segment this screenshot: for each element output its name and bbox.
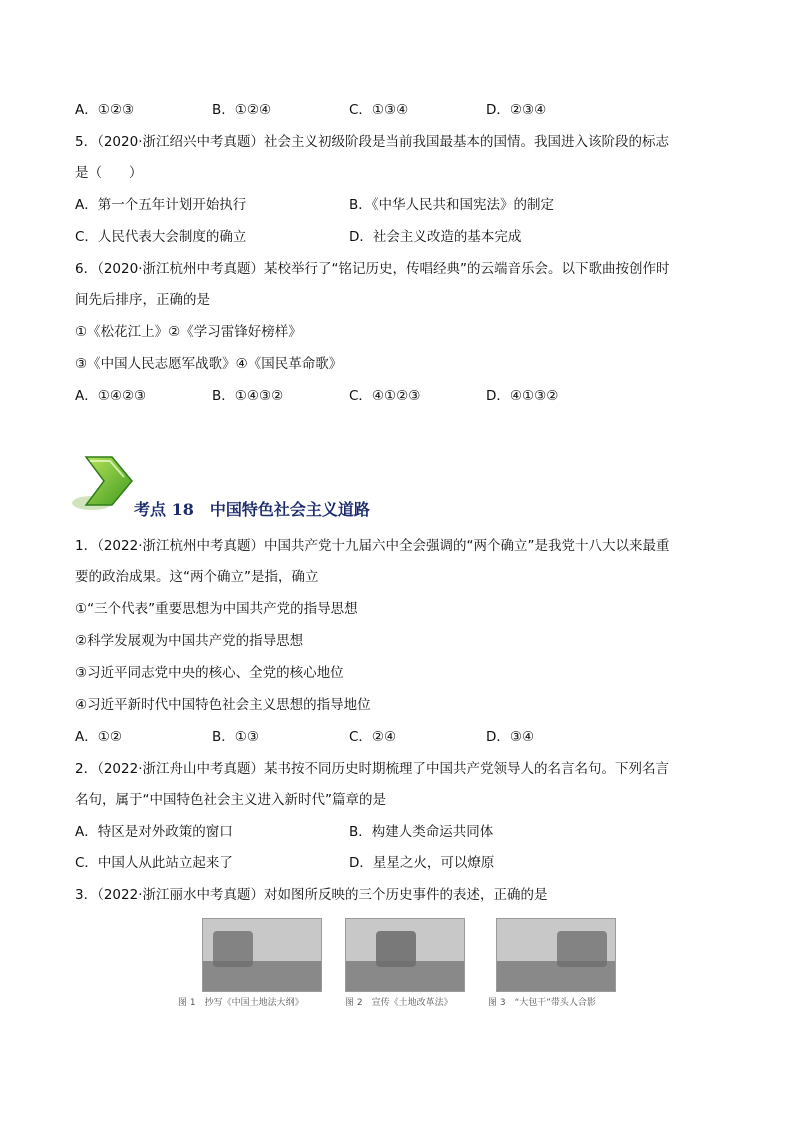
q6-option-c: C．④①②③ — [349, 388, 421, 404]
figure-1-caption: 图 1 抄写《中国土地法大纲》 — [178, 998, 304, 1008]
s1-item-2: ②科学发展观为中国共产党的指导思想 — [75, 633, 304, 649]
q6-stem-line1: 6．（2020·浙江杭州中考真题）某校举行了“铭记历史，传唱经典”的云端音乐会。以下歌曲按创作时 — [75, 261, 670, 277]
q5-option-c: C．人民代表大会制度的确立 — [75, 229, 247, 245]
s1-stem-line1: 1．（2022·浙江杭州中考真题）中国共产党十九届六中全会强调的“两个确立”是我党十八大以来最重 — [75, 538, 670, 554]
q5-option-a: A．第一个五年计划开始执行 — [75, 197, 247, 213]
q4-option-c: C．①③④ — [349, 102, 409, 118]
s2-option-d: D．星星之火，可以燎原 — [349, 855, 495, 871]
section-title: 考点 18 中国特色社会主义道路 — [134, 500, 370, 519]
q4-option-b: B．①②④ — [212, 102, 272, 118]
s2-stem-line1: 2．（2022·浙江舟山中考真题）某书按不同历史时期梳理了中国共产党领导人的名言名句。下列名言 — [75, 761, 669, 777]
q5-stem-line2: 是（ ） — [75, 165, 143, 181]
q6-item-line-b: ③《中国人民志愿军战歌》④《国民革命歌》 — [75, 356, 343, 372]
s2-stem-line2: 名句，属于“中国特色社会主义进入新时代”篇章的是 — [75, 792, 386, 808]
s2-option-b: B．构建人类命运共同体 — [349, 824, 494, 840]
figure-3-caption: 图 3 “大包干”带头人合影 — [488, 998, 596, 1008]
q4-option-a: A．①②③ — [75, 102, 135, 118]
q6-option-d: D．④①③② — [486, 388, 559, 404]
s1-item-1: ①“三个代表”重要思想为中国共产党的指导思想 — [75, 601, 358, 617]
s1-item-3: ③习近平同志党中央的核心、全党的核心地位 — [75, 665, 344, 681]
s1-item-4: ④习近平新时代中国特色社会主义思想的指导地位 — [75, 697, 371, 713]
s2-option-c: C．中国人从此站立起来了 — [75, 855, 233, 871]
q6-stem-line2: 间先后排序，正确的是 — [75, 292, 210, 308]
q5-stem-line1: 5．（2020·浙江绍兴中考真题）社会主义初级阶段是当前我国最基本的国情。我国进入该阶段的标志 — [75, 134, 669, 150]
q5-option-b: B．《中华人民共和国宪法》的制定 — [349, 197, 555, 213]
q6-option-a: A．①④②③ — [75, 388, 147, 404]
figure-2-photo — [345, 918, 465, 992]
figure-3-photo — [496, 918, 616, 992]
q6-option-b: B．①④③② — [212, 388, 284, 404]
q5-option-d: D．社会主义改造的基本完成 — [349, 229, 522, 245]
s1-option-c: C．②④ — [349, 729, 397, 745]
s1-option-b: B．①③ — [212, 729, 259, 745]
section-header — [70, 455, 470, 525]
s3-stem-line1: 3．（2022·浙江丽水中考真题）对如图所反映的三个历史事件的表述，正确的是 — [75, 887, 548, 903]
green-arrow-icon — [70, 455, 134, 519]
figure-2-caption: 图 2 宣传《土地改革法》 — [345, 998, 453, 1008]
s1-option-a: A．①② — [75, 729, 122, 745]
s1-option-d: D．③④ — [486, 729, 535, 745]
s1-stem-line2: 要的政治成果。这“两个确立”是指，确立 — [75, 569, 319, 585]
figure-1-photo — [202, 918, 322, 992]
q6-item-line-a: ①《松花江上》②《学习雷锋好榜样》 — [75, 324, 302, 340]
q4-option-d: D．②③④ — [486, 102, 547, 118]
s2-option-a: A．特区是对外政策的窗口 — [75, 824, 233, 840]
